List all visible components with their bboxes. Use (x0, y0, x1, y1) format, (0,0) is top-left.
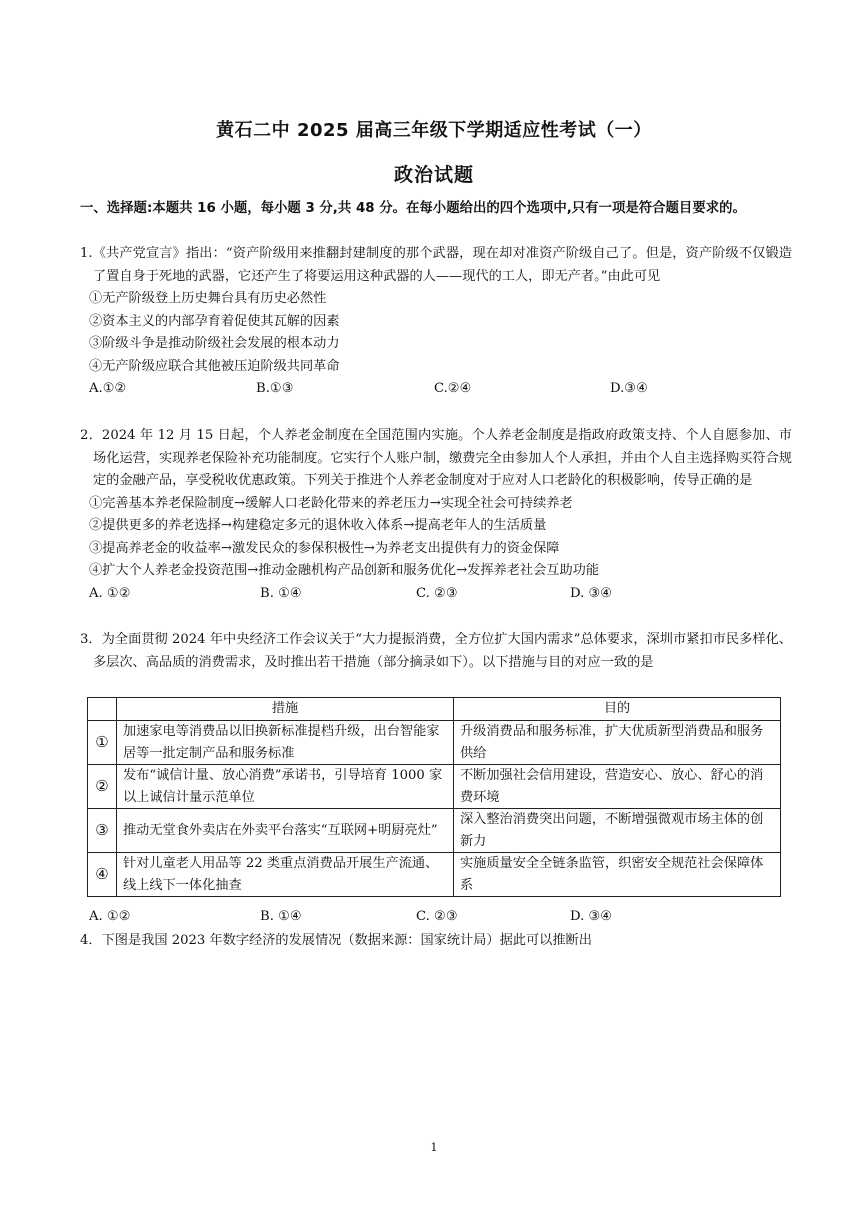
row-goal: 不断加强社会信用建设，营造安心、放心、舒心的消费环境 (454, 765, 781, 809)
table-row (88, 853, 781, 897)
choice-a[interactable]: A. ①② (89, 909, 131, 924)
statement-4: ④扩大个人养老金投资范围→推动金融机构产品创新和服务优化→发挥养老社会互助功能 (89, 563, 600, 578)
row-goal: 实施质量安全全链条监管，织密安全规范社会保障体系 (454, 853, 781, 897)
table-header-num (88, 698, 117, 721)
row-measure: 针对儿童老人用品等 22 类重点消费品开展生产流通、线上线下一体化抽查 (117, 853, 454, 897)
choice-a[interactable]: A. ①② (89, 585, 131, 601)
answer-choices (80, 906, 792, 928)
choice-a[interactable]: A.①② (89, 381, 127, 396)
choice-c[interactable]: C. ②③ (416, 585, 458, 601)
choice-b[interactable]: B.①③ (256, 381, 294, 396)
statement-4: ④无产阶级应联合其他被压迫阶级共同革命 (89, 358, 340, 374)
page-number: 1 (430, 1141, 438, 1154)
question-1 (80, 243, 792, 400)
choice-b[interactable]: B. ①④ (260, 585, 302, 601)
choice-d[interactable]: D.③④ (610, 381, 648, 396)
question-stem: 3．为全面贯彻 2024 年中央经济工作会议关于“大力提振消费，全方位扩大国内需求”总体要求，深圳市紧扣市民多样化、多层次、高品质的消费需求，及时推出若干措施（部分摘录如下）。以下措施与目的对应一致的是 (80, 632, 792, 670)
statement-1: ①无产阶级登上历史舞台具有历史必然性 (89, 291, 327, 306)
statement-2: ②提供更多的养老选择→构建稳定多元的退休收入体系→提高老年人的生活质量 (89, 518, 547, 533)
statement-2: ②资本主义的内部孕育着促使其瓦解的因素 (89, 313, 340, 329)
table-row (88, 765, 781, 809)
statement-1: ①完善基本养老保险制度→缓解人口老龄化带来的养老压力→实现全社会可持续养老 (89, 495, 573, 511)
table-header-goal: 目的 (454, 698, 781, 721)
answer-choices (80, 583, 792, 605)
question-stem: 4．下图是我国 2023 年数字经济的发展情况（数据来源：国家统计局）据此可以推断出 (80, 933, 592, 948)
choice-b[interactable]: B. ①④ (260, 909, 302, 924)
choice-d[interactable]: D. ③④ (570, 585, 613, 601)
row-goal: 深入整治消费突出问题，不断增强微观市场主体的创新力 (454, 809, 781, 853)
table-row (88, 809, 781, 853)
row-measure: 发布“诚信计量、放心消费”承诺书，引导培育 1000 家以上诚信计量示范单位 (117, 765, 454, 809)
question-3-choices (80, 906, 792, 928)
question-stem: 2．2024 年 12 月 15 日起，个人养老金制度在全国范围内实施。个人养老金制度是指政府政策支持、个人自愿参加、市场化运营，实现养老保险补充功能制度。它实行个人账户制，缴费完全由参加人个人承担，并由个人自主选择购买符合规定的金融产品，享受税收优惠政策。下列关于推进个人养老金制度对于应对人口老龄化的积极影响，传导正确的是 (80, 428, 792, 488)
row-number: ② (88, 765, 117, 809)
question-4 (80, 930, 792, 953)
row-measure: 推动无堂食外卖店在外卖平台落实“互联网+明厨亮灶” (117, 809, 454, 853)
exam-subtitle: 政治试题 (393, 164, 474, 186)
question-3 (80, 629, 792, 674)
table-row (88, 721, 781, 765)
choice-c[interactable]: C.②④ (434, 381, 472, 396)
row-measure: 加速家电等消费品以旧换新标准提档升级，出台智能家居等一批定制产品和服务标准 (117, 721, 454, 765)
choice-d[interactable]: D. ③④ (570, 909, 613, 924)
row-number: ④ (88, 853, 117, 897)
row-number: ③ (88, 809, 117, 853)
exam-title: 黄石二中 2025 届高三年级下学期适应性考试（一） (216, 120, 652, 141)
choice-c[interactable]: C. ②③ (416, 909, 458, 924)
question-stem: 1.《共产党宣言》指出：“资产阶级用来推翻封建制度的那个武器，现在却对准资产阶级自己了。但是，资产阶级不仅锻造了置自身于死地的武器，它还产生了将要运用这种武器的人——现代的工人，即无产者。”由此可见 (80, 246, 792, 284)
row-number: ① (88, 721, 117, 765)
row-goal: 升级消费品和服务标准，扩大优质新型消费品和服务供给 (454, 721, 781, 765)
section-heading: 一、选择题:本题共 16 小题，每小题 3 分,共 48 分。在每小题给出的四个选项中,只有一项是符合题目要求的。 (80, 201, 746, 216)
table-header-measure: 措施 (117, 698, 454, 721)
statement-3: ③提高养老金的收益率→激发民众的参保积极性→为养老支出提供有力的资金保障 (89, 540, 560, 556)
statement-3: ③阶级斗争是推动阶级社会发展的根本动力 (89, 336, 340, 351)
answer-choices (80, 378, 792, 400)
measures-table (87, 697, 781, 897)
question-2 (80, 425, 792, 605)
table-header-row (88, 698, 781, 721)
